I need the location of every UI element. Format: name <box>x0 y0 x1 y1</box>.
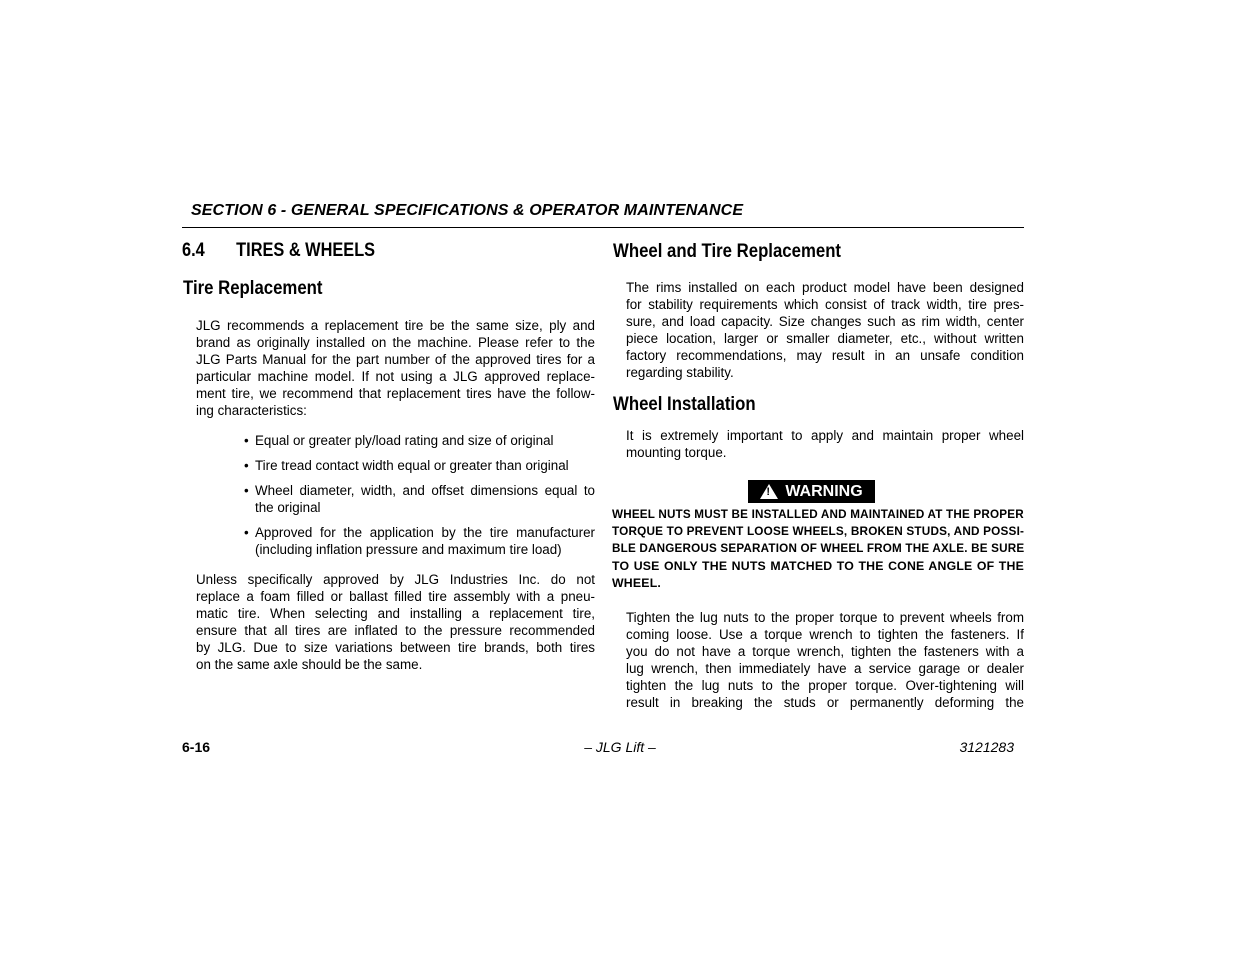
text-line: Tighten the lug nuts to the proper torque to prevent wheels from <box>626 610 1024 625</box>
warning-line: TORQUE TO PREVENT LOOSE WHEELS, BROKEN STUDS, AND POSSI- <box>612 524 1025 539</box>
list-item <box>244 482 595 516</box>
text-line: by JLG. Due to size variations between tire brands, both tires <box>196 640 595 656</box>
text-line: It is extremely important to apply and maintain proper wheel <box>626 428 1024 443</box>
warning-text <box>612 506 1024 592</box>
text-line: lug wrench, then immediately have a service garage or dealer <box>626 661 1024 677</box>
bullet-marker: • <box>244 483 249 499</box>
text-line: you do not have a torque wrench, tighten the fasteners with a <box>626 644 1024 660</box>
wheel-tire-replacement-heading: Wheel and Tire Replacement <box>613 240 842 262</box>
list-item-text: Equal or greater ply/load rating and size of original <box>255 433 554 448</box>
warning-badge <box>748 480 875 503</box>
text-line: brand as originally installed on the machine. Please refer to the <box>196 335 595 351</box>
list-item-text: Approved for the application by the tire manufacturer <box>255 525 595 541</box>
text-line: matic tire. When selecting and installing a replacement tire, <box>196 606 595 622</box>
section-number: 6.4 <box>182 240 205 261</box>
section-heading <box>182 240 375 262</box>
list-item-text: Tire tread contact width equal or greater than original <box>255 458 569 474</box>
header-rule <box>182 227 1024 228</box>
text-line: result in breaking the studs or permanently deforming the <box>626 695 1024 711</box>
list-item <box>244 432 595 449</box>
text-line: coming loose. Use a torque wrench to tighten the fasteners. If <box>626 627 1024 643</box>
warning-triangle-icon <box>760 484 778 499</box>
bullet-marker: • <box>244 525 249 541</box>
tire-replacement-paragraph <box>196 317 595 420</box>
warning-label: WARNING <box>785 482 863 500</box>
warning-line: TO USE ONLY THE NUTS MATCHED TO THE CONE ANGLE OF THE <box>612 558 1024 573</box>
text-line: sure, and load capacity. Size changes such as rim width, center <box>626 314 1024 330</box>
footer-title: – JLG Lift – <box>584 739 656 755</box>
warning-exclamation: ! <box>766 486 770 498</box>
bullet-marker: • <box>244 458 249 474</box>
list-item-text: Wheel diameter, width, and offset dimensions equal to <box>255 483 595 499</box>
list-item <box>244 524 595 558</box>
text-line: ment tire, we recommend that replacement tires have the follow- <box>196 386 595 402</box>
text-line: mounting torque. <box>626 445 727 461</box>
warning-line: BLE DANGEROUS SEPARATION OF WHEEL FROM THE AXLE. BE SURE <box>612 541 1025 556</box>
text-line: Unless specifically approved by JLG Industries Inc. do not <box>196 572 595 587</box>
foam-filled-paragraph <box>196 571 595 674</box>
section-title: TIRES & WHEELS <box>236 240 376 261</box>
text-line: JLG Parts Manual for the part number of the approved tires for a <box>196 352 595 368</box>
text-line: The rims installed on each product model have been designed <box>626 280 1024 295</box>
text-line: replace a foam filled or ballast filled tire assembly with a pneu- <box>196 589 595 605</box>
text-line: particular machine model. If not using a JLG approved replace- <box>196 369 595 385</box>
warning-line: WHEEL NUTS MUST BE INSTALLED AND MAINTAINED AT THE PROPER <box>612 507 1024 521</box>
text-line: ing characteristics: <box>196 403 307 419</box>
tire-replacement-heading: Tire Replacement <box>183 277 323 299</box>
section-header: SECTION 6 - GENERAL SPECIFICATIONS & OPERATOR MAINTENANCE <box>191 202 744 219</box>
characteristics-list <box>244 432 595 567</box>
torque-paragraph <box>626 427 1024 461</box>
warning-line: WHEEL. <box>612 575 662 590</box>
list-item-text: the original <box>255 500 321 516</box>
lug-nuts-paragraph <box>626 609 1024 712</box>
text-line: tighten the lug nuts to the proper torque. Over-tightening will <box>626 678 1024 694</box>
text-line: regarding stability. <box>626 365 734 381</box>
text-line: piece location, larger or smaller diameter, etc., without written <box>626 331 1024 347</box>
rims-paragraph <box>626 279 1024 382</box>
wheel-installation-heading: Wheel Installation <box>613 393 756 415</box>
document-number: 3121283 <box>959 739 1014 755</box>
text-line: ensure that all tires are inflated to the pressure recommended <box>196 623 595 639</box>
list-item-text: (including inflation pressure and maximum tire load) <box>255 542 562 558</box>
bullet-marker: • <box>244 433 249 448</box>
page-number: 6-16 <box>182 739 211 755</box>
list-item <box>244 457 595 474</box>
text-line: for stability requirements which consist of track width, tire pres- <box>626 297 1024 313</box>
text-line: factory recommendations, may result in an unsafe condition <box>626 348 1024 364</box>
text-line: on the same axle should be the same. <box>196 657 423 673</box>
text-line: JLG recommends a replacement tire be the same size, ply and <box>196 318 595 333</box>
